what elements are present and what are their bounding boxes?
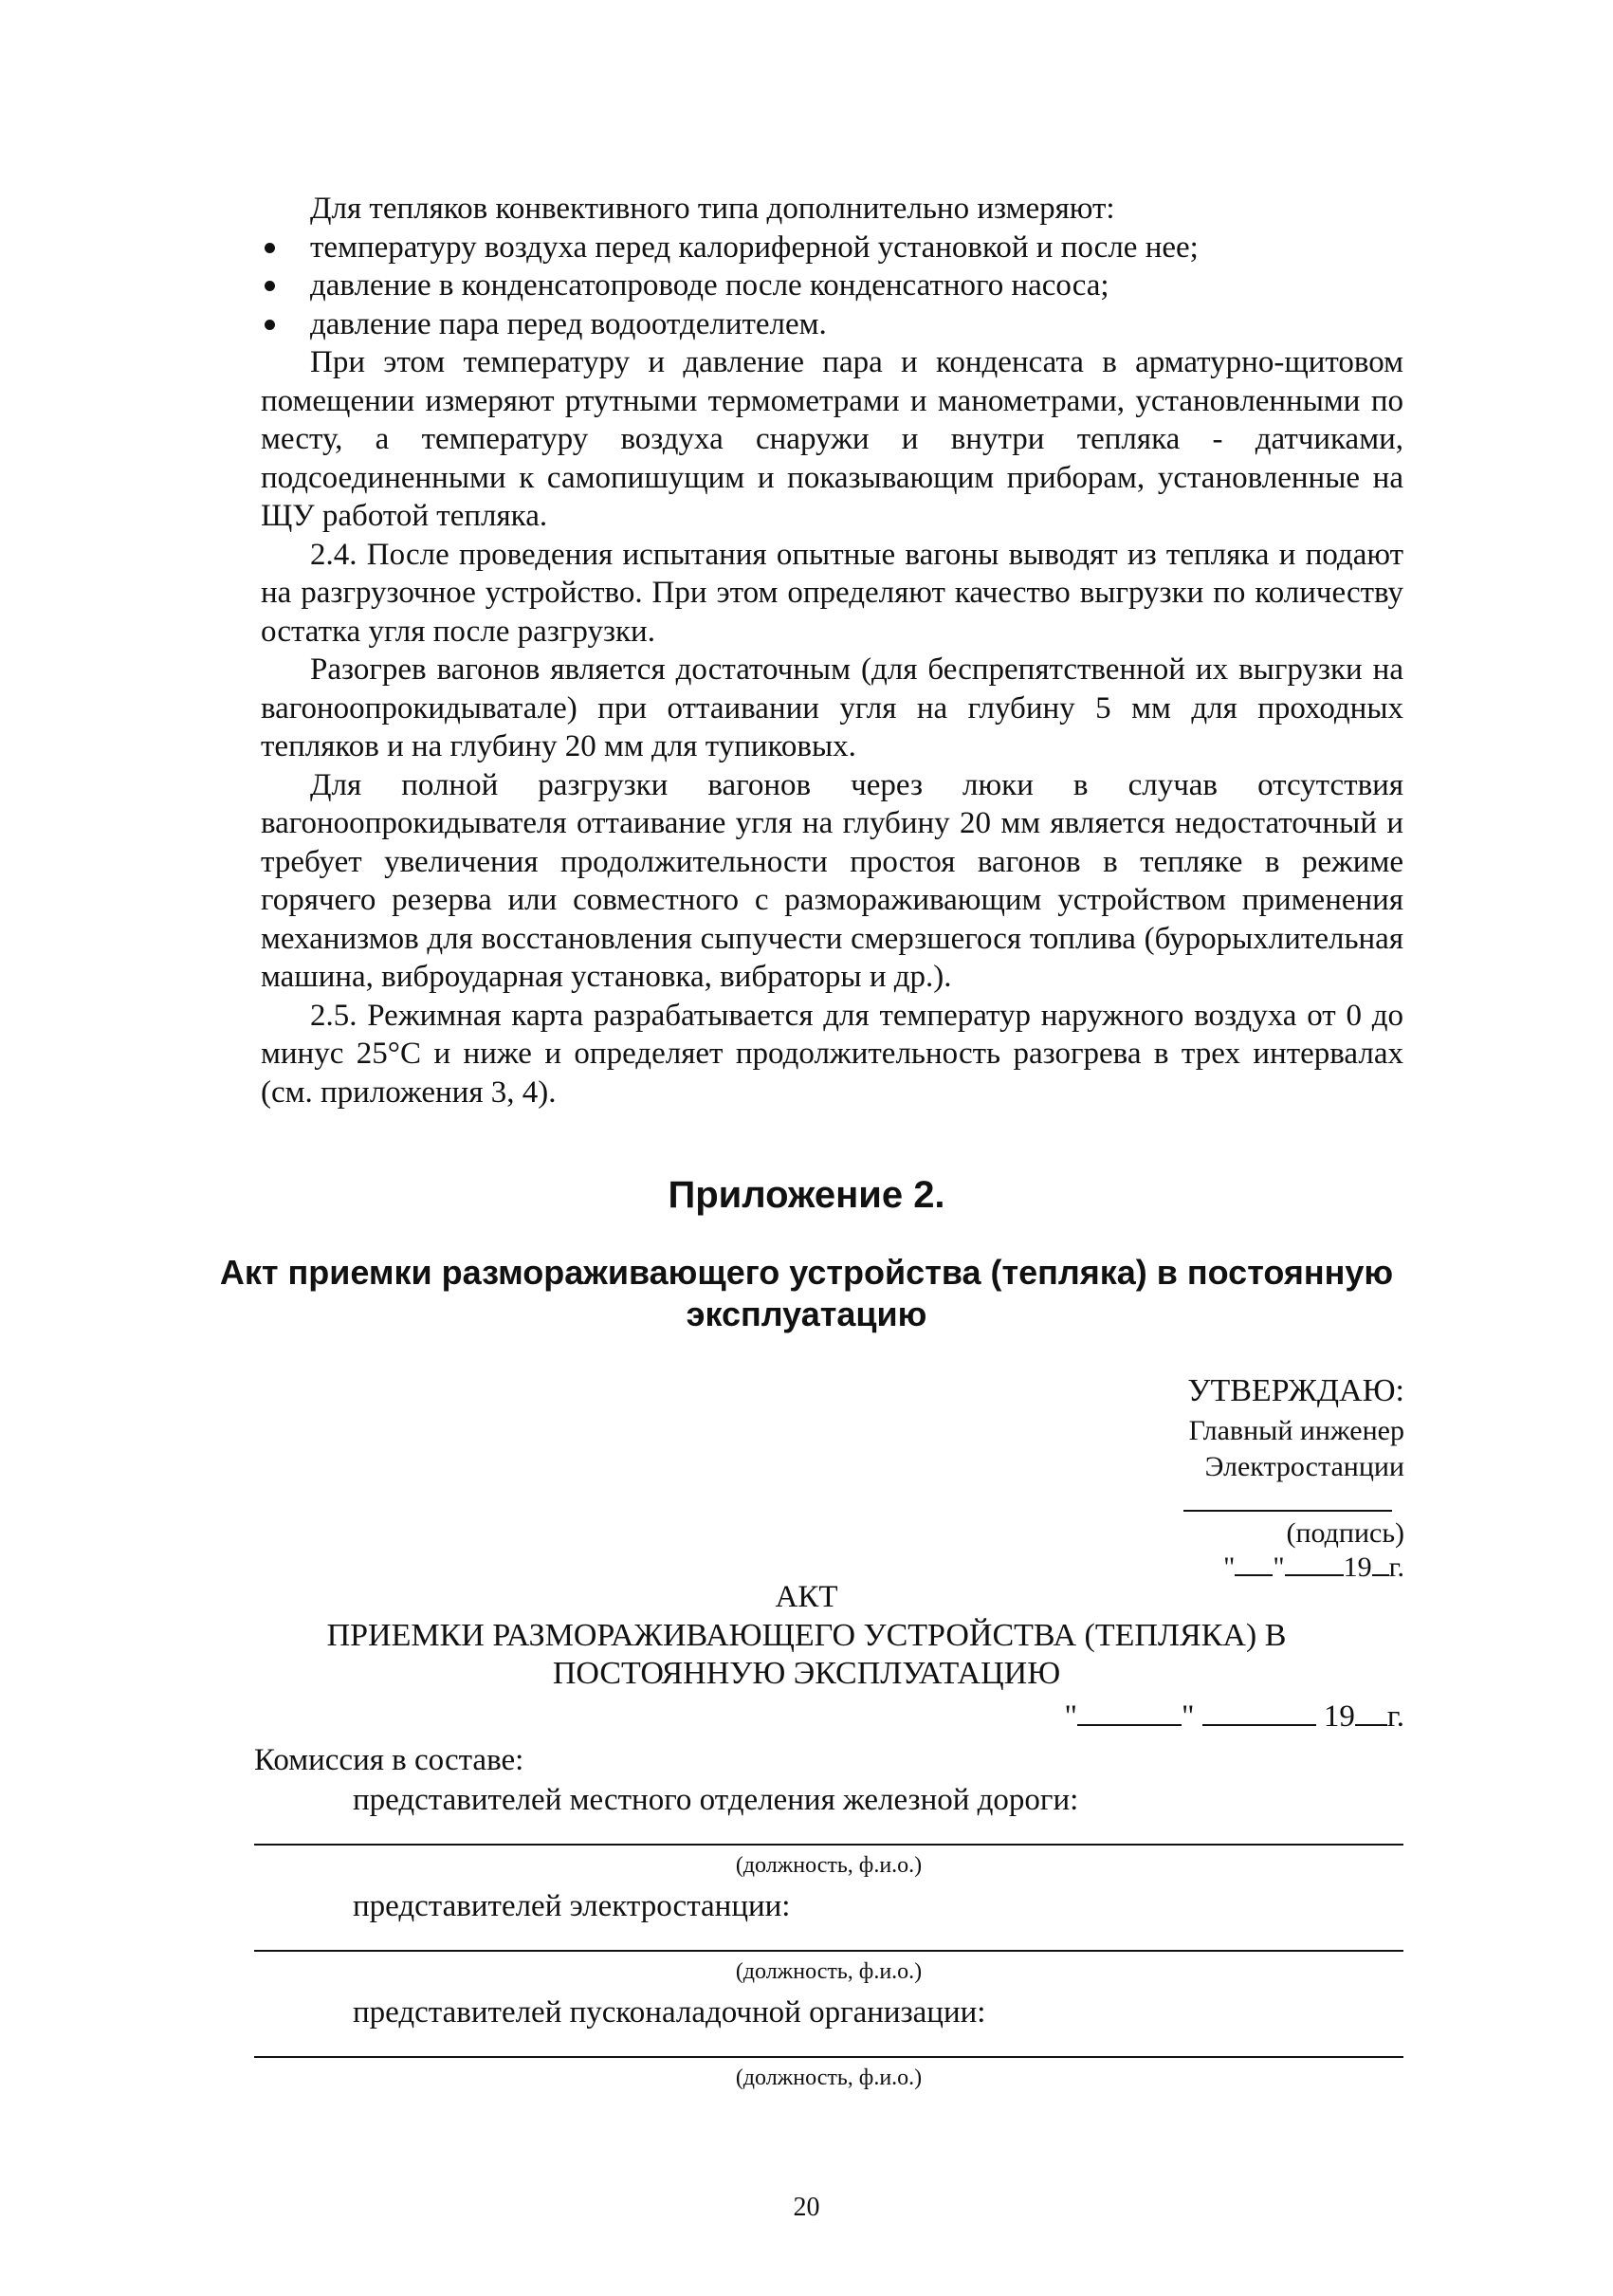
- body-text: [261, 190, 1403, 1111]
- approval-date: " " 19 г.: [1223, 1552, 1404, 1583]
- commission-group-commissioning: представителей пусконаладочной организации:: [353, 1995, 986, 2030]
- bullet-icon: [265, 281, 275, 291]
- bullet-icon: [265, 320, 275, 330]
- signature-caption: (подпись): [1286, 1517, 1404, 1549]
- paragraph: 2.5. Режимная карта разрабатывается для температур наружного воздуха от 0 до минус 25°С и ниже и определяет продолжительность разогрева в трех интервалах (см. приложения 3, 4).: [261, 998, 1403, 1110]
- approval-position: Главный инженер: [1188, 1415, 1404, 1446]
- commission-heading: Комиссия в составе:: [254, 1743, 524, 1777]
- paragraph: Разогрев вагонов является достаточным (для беспрепятственной их выгрузки на вагоноопрокидыватале) при оттаивании угля на глубину 5 мм для проходных тепляков и на глубину 20 мм для тупиковых.: [261, 652, 1403, 763]
- list-item: давление в конденсатопроводе после конденсатного насоса;: [261, 266, 1403, 305]
- appendix-title: Приложение 2.: [668, 1174, 945, 1216]
- entry-line: [254, 1844, 1403, 1846]
- act-title: АКТ: [775, 1580, 838, 1614]
- act-subtitle-line2: ПОСТОЯННУЮ ЭКСПЛУАТАЦИЮ: [552, 1656, 1061, 1691]
- field-caption: (должность, ф.и.о.): [735, 2066, 923, 2090]
- entry-line: [254, 1950, 1403, 1952]
- list-item: давление пара перед водоотделителем.: [261, 305, 1403, 344]
- approval-heading: УТВЕРЖДАЮ:: [1187, 1373, 1404, 1408]
- approval-organization: Электростанции: [1204, 1451, 1404, 1482]
- commission-group-railway: представителей местного отделения железной дороги:: [353, 1783, 1079, 1817]
- appendix-subtitle: Акт приемки размораживающего устройства (тепляка) в постоянную эксплуатацию: [219, 1253, 1394, 1333]
- intro-line: Для тепляков конвективного типа дополнительно измеряют:: [310, 192, 1115, 226]
- commission-group-powerplant: представителей электростанции:: [353, 1889, 791, 1923]
- list-item: температуру воздуха перед калориферной установкой и после нее;: [261, 229, 1403, 267]
- field-caption: (должность, ф.и.о.): [735, 1853, 923, 1878]
- signature-line: [1183, 1510, 1392, 1512]
- field-caption: (должность, ф.и.о.): [735, 1959, 923, 1984]
- act-date: " " 19 г.: [1064, 1699, 1404, 1734]
- paragraph: 2.4. После проведения испытания опытные вагоны выводят из тепляка и подают на разгрузочное устройство. При этом определяют качество выгрузки по количеству остатка угля после разгрузки.: [261, 537, 1403, 649]
- act-subtitle-line1: ПРИЕМКИ РАЗМОРАЖИВАЮЩЕГО УСТРОЙСТВА (ТЕПЛЯКА) В: [326, 1618, 1287, 1653]
- paragraph: При этом температуру и давление пара и конденсата в арматурно-щитовом помещении измеряют ртутными термометрами и манометрами, установленными по месту, а температуру воздуха снаружи и внутри тепляка - датчиками, подсоединенными к самопишущим и показывающим приборам, установленные на ЩУ работой тепляка.: [261, 345, 1403, 533]
- page-number: 20: [793, 2193, 820, 2222]
- paragraph: Для полной разгрузки вагонов через люки в случав отсутствия вагоноопрокидывателя оттаивание угля на глубину 20 мм является недостаточный и требует увеличения продолжительности простоя вагонов в тепляке в режиме горячего резерва или совместного с размораживающим устройством применения механизмов для восстановления сыпучести смерзшегося топлива (буроpыхлительная машина, виброударная установка, вибраторы и др.).: [261, 767, 1403, 994]
- bullet-icon: [265, 243, 275, 253]
- entry-line: [254, 2056, 1403, 2058]
- measurement-list: [261, 229, 1403, 344]
